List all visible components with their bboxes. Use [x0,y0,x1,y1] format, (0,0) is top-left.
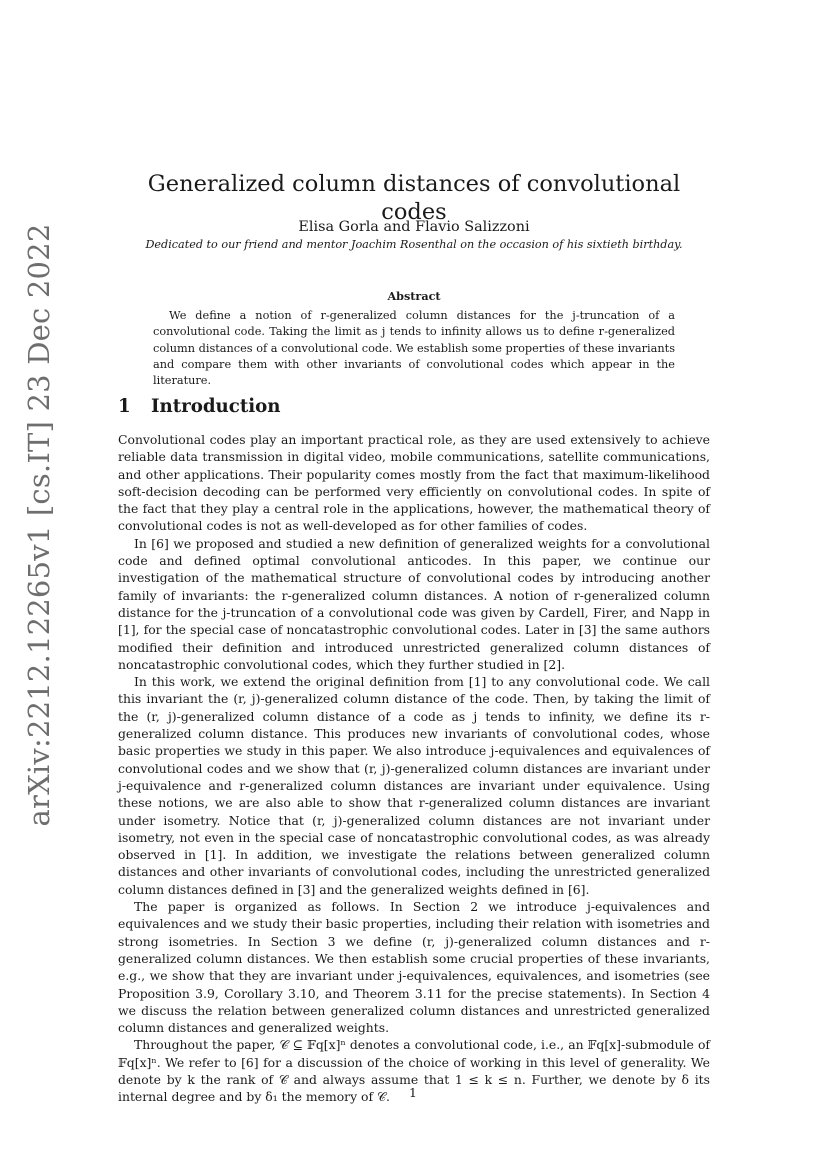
body-paragraph: In [6] we proposed and studied a new definition of generalized weights for a convolutional code and defined optimal convolutional anticodes. In this paper, we continue our investigation of the mathematical structure of convolutional codes by introducing another family of invariants: the r-generalized column distances. A notion of r-generalized column distance for the j-truncation of a convolutional code was given by Cardell, Firer, and Napp in [1], for the special case of noncatastrophic convolutional codes. Later in [3] the same authors modified their definition and introduced unrestricted generalized column distances of noncatastrophic convolutional codes, which they further studied in [2]. [118,535,710,672]
page-number: 1 [409,1085,417,1100]
paper-authors: Elisa Gorla and Flavio Salizzoni [298,219,530,235]
abstract-text: We define a notion of r-generalized column distances for the j-truncation of a convolutional code. Taking the limit as j tends to infinity allows us to define r-generalized column distances of a convolutional code. We establish some properties of these invariants and compare them with other invariants of convolutional codes which appear in the literature. [153,309,675,388]
section-title: Introduction [151,396,281,417]
arxiv-sidebar [14,223,64,827]
section-heading [118,396,281,418]
arxiv-identifier: arXiv:2212.12265v1 [cs.IT] 23 Dec 2022 [22,223,56,827]
paper-dedication: Dedicated to our friend and mentor Joachim Rosenthal on the occasion of his sixtieth birthday. [145,238,683,251]
abstract-heading: Abstract [387,289,441,303]
body-paragraph: Throughout the paper, 𝒞 ⊆ 𝔽q[x]ⁿ denotes a convolutional code, i.e., an 𝔽q[x]-submodule of 𝔽q[x]ⁿ. We refer to [6] for a discussion of the choice of working in this level of generality. We denote by k the rank of 𝒞 and always assume that 1 ≤ k ≤ n. Further, we denote by δ its internal degree and by δ₁ the memory of 𝒞. [118,1037,710,1105]
section-number: 1 [118,396,131,417]
section-body [118,431,710,1106]
body-paragraph: Convolutional codes play an important practical role, as they are used extensively to achieve reliable data transmission in digital video, mobile communications, satellite communications, and other applications. Their popularity comes mostly from the fact that maximum-likelihood soft-decision decoding can be performed very efficiently on convolutional codes. In spite of the fact that they play a central role in the applications, however, the mathematical theory of convolutional codes is not as well-developed as for other families of codes. [118,432,710,534]
body-paragraph: In this work, we extend the original definition from [1] to any convolutional code. We call this invariant the (r, j)-generalized column distance of the code. Then, by taking the limit of the (r, j)-generalized column distance of a code as j tends to infinity, we define its r-generalized column distance. This produces new invariants of convolutional codes, whose basic properties we study in this paper. We also introduce j-equivalences and equivalences of convolutional codes and we show that (r, j)-generalized column distances are invariant under j-equivalence and r-generalized column distances are invariant under equivalence. Using these notions, we are also able to show that r-generalized column distances are invariant under isometry. Notice that (r, j)-generalized column distances are not invariant under isometry, not even in the special case of noncatastrophic convolutional codes, as was already observed in [1]. In addition, we investigate the relations between generalized column distances and other invariants of convolutional codes, including the unrestricted generalized column distances defined in [3] and the generalized weights defined in [6]. [118,674,710,897]
body-paragraph: The paper is organized as follows. In Section 2 we introduce j-equivalences and equivalences and we study their basic properties, including their relation with isometries and strong isometries. In Section 3 we define (r, j)-generalized column distances and r-generalized column distances. We then establish some crucial properties of these invariants, e.g., we show that they are invariant under j-equivalences, equivalences, and isometries (see Proposition 3.9, Corollary 3.10, and Theorem 3.11 for the precise statements). In Section 4 we discuss the relation between generalized column distances and unrestricted generalized column distances and generalized weights. [118,899,710,1036]
paper-title: Generalized column distances of convolutional codes [147,171,681,225]
